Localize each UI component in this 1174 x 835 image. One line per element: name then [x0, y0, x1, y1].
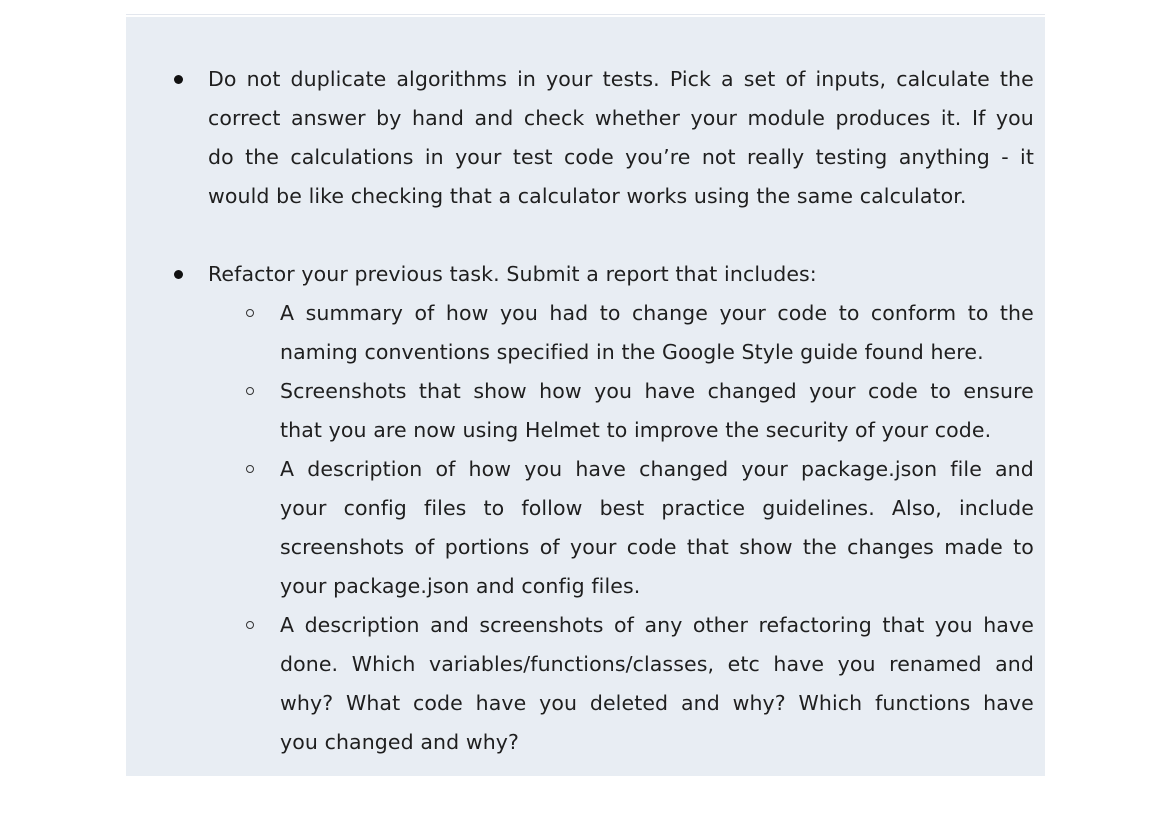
sub-bullet-text-line: why? What code have you deleted and why? Which functions have	[280, 691, 1034, 715]
bullet-text-line: do the calculations in your test code you’re not really testing anything - it	[208, 145, 1034, 169]
bullet-text-line: Do not duplicate algorithms in your tests. Pick a set of inputs, calculate the	[208, 67, 1034, 91]
bullet-icon	[174, 75, 183, 84]
sub-bullet-text-line: that you are now using Helmet to improve the security of your code.	[280, 418, 992, 442]
bullet-text-line: correct answer by hand and check whether your module produces it. If you	[208, 106, 1034, 130]
sub-bullet-text-line: you changed and why?	[280, 730, 520, 754]
sub-bullet-icon	[246, 621, 254, 629]
sub-bullet-icon	[246, 387, 254, 395]
sub-bullet-icon	[246, 309, 254, 317]
sub-bullet-icon	[246, 465, 254, 473]
sub-bullet-text-line: done. Which variables/functions/classes, etc have you renamed and	[280, 652, 1034, 676]
sub-bullet-text-line: screenshots of portions of your code that show the changes made to	[280, 535, 1034, 559]
content-panel	[126, 17, 1045, 776]
sub-bullet-text-line: A description of how you have changed your package.json file and	[280, 457, 1034, 481]
bullet-icon	[174, 270, 183, 279]
sub-bullet-text-line: A description and screenshots of any other refactoring that you have	[280, 613, 1034, 637]
sub-bullet-text-line: Screenshots that show how you have changed your code to ensure	[280, 379, 1034, 403]
top-divider	[126, 14, 1045, 15]
sub-bullet-text-line: naming conventions specified in the Google Style guide found here.	[280, 340, 984, 364]
bullet-text-line: would be like checking that a calculator works using the same calculator.	[208, 184, 967, 208]
sub-bullet-text-line: your package.json and config files.	[280, 574, 641, 598]
bullet-text-line: Refactor your previous task. Submit a report that includes:	[208, 262, 817, 286]
sub-bullet-text-line: A summary of how you had to change your code to conform to the	[280, 301, 1034, 325]
sub-bullet-text-line: your config files to follow best practice guidelines. Also, include	[280, 496, 1034, 520]
